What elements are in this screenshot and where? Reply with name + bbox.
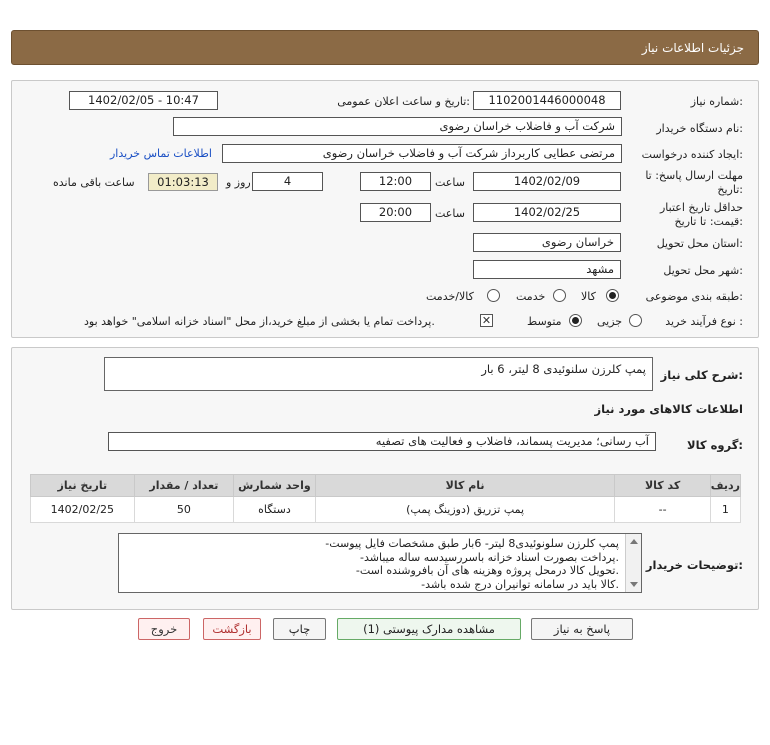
- buyer-notes-box: [118, 533, 642, 593]
- goods-table: [30, 474, 741, 523]
- category-goods-label: کالا: [581, 290, 596, 303]
- page-header: [11, 30, 759, 65]
- page-title: جزئیات اطلاعات نیاز: [641, 41, 744, 55]
- validity-time-field: 20:00: [360, 203, 431, 222]
- buyer-contact-link[interactable]: اطلاعات تماس خریدار: [110, 147, 212, 160]
- cell-qty: 50: [134, 497, 233, 523]
- col-qty: تعداد / مقدار: [134, 475, 233, 497]
- need-number-label: شماره نیاز:: [690, 95, 743, 108]
- process-medium-label: متوسط: [527, 315, 562, 328]
- cell-name: پمپ تزریق (دوزینگ پمپ): [315, 497, 615, 523]
- province-field: خراسان رضوی: [473, 233, 621, 252]
- process-medium-radio[interactable]: [569, 314, 582, 327]
- creator-label: ایجاد کننده درخواست:: [641, 148, 743, 161]
- deadline-time-label: ساعت: [435, 176, 465, 189]
- goods-group-label: گروه کالا:: [687, 438, 743, 452]
- validity-label: حداقل تاریخ اعتبار: [659, 201, 743, 214]
- deadline-label-date: تاریخ:: [717, 183, 743, 196]
- deadline-date-field: 1402/02/09: [473, 172, 621, 191]
- category-label: طبقه بندی موضوعی:: [645, 290, 743, 303]
- process-minor-radio[interactable]: [629, 314, 642, 327]
- city-field: مشهد: [473, 260, 621, 279]
- need-summary-text: پمپ کلرزن سلنوئیدی 8 لیتر، 6 بار: [481, 362, 646, 376]
- goods-group-field: آب رسانی؛ مدیریت پسماند، فاضلاب و فعالیت های تصفیه: [108, 432, 656, 451]
- goods-info-title: اطلاعات کالاهای مورد نیاز: [594, 402, 743, 416]
- print-button[interactable]: چاپ: [273, 618, 326, 640]
- treasury-payment-checkbox[interactable]: ✕: [481, 314, 492, 327]
- city-label: شهر محل تحویل:: [663, 264, 743, 277]
- col-row: ردیف: [710, 475, 740, 497]
- buyer-notes-line: -پمپ کلرزن سلونوئیدی8 لیتر- 6بار طبق مشخصات فایل پیوست: [325, 537, 619, 550]
- scroll-up-icon[interactable]: [630, 539, 638, 544]
- announce-date-field: 1402/02/05 - 10:47: [69, 91, 218, 110]
- remaining-days-field: 4: [252, 172, 323, 191]
- need-summary-label: شرح کلی نیاز:: [660, 368, 743, 382]
- days-label: روز و: [226, 176, 251, 189]
- buyer-notes-label: توضیحات خریدار:: [645, 558, 743, 572]
- buyer-notes-scrollbar[interactable]: [625, 534, 641, 592]
- category-goods-service-radio[interactable]: [487, 289, 500, 302]
- category-service-radio[interactable]: [553, 289, 566, 302]
- cell-code: --: [615, 497, 710, 523]
- need-summary-box: [104, 357, 653, 391]
- col-code: کد کالا: [615, 475, 710, 497]
- cell-date: 1402/02/25: [31, 497, 135, 523]
- validity-date-field: 1402/02/25: [473, 203, 621, 222]
- buyer-notes-line: -تحویل کالا درمحل پروژه وهزینه های آن بافروشنده است.: [355, 564, 619, 577]
- buyer-org-field: شرکت آب و فاضلاب خراسان رضوی: [173, 117, 622, 136]
- remaining-time-timer: 01:03:13: [148, 173, 218, 191]
- category-goods-service-label: کالا/خدمت: [426, 290, 474, 303]
- back-button[interactable]: بازگشت: [203, 618, 261, 640]
- table-row: [31, 497, 741, 523]
- announce-date-label: تاریخ و ساعت اعلان عمومی:: [337, 95, 470, 108]
- province-label: استان محل تحویل:: [656, 237, 743, 250]
- creator-field: مرتضی عطایی کاربرداز شرکت آب و فاضلاب خراسان رضوی: [222, 144, 622, 163]
- buyer-notes-line: -پرداخت بصورت اسناد خزانه باسررسیدسه ساله میباشد.: [360, 550, 619, 564]
- validity-label-date: قیمت: تا تاریخ:: [674, 215, 743, 228]
- remaining-time-label: ساعت باقی مانده: [53, 176, 135, 189]
- cell-row: 1: [710, 497, 740, 523]
- process-type-label: نوع فرآیند خرید :: [665, 315, 743, 328]
- deadline-label: مهلت ارسال پاسخ: تا: [645, 169, 743, 182]
- goods-table-header: [31, 475, 741, 497]
- validity-time-label: ساعت: [435, 207, 465, 220]
- deadline-time-field: 12:00: [360, 172, 431, 191]
- col-unit: واحد شمارش: [234, 475, 316, 497]
- reply-button[interactable]: پاسخ به نیاز: [531, 618, 633, 640]
- process-minor-label: جزیی: [597, 315, 623, 328]
- category-goods-radio[interactable]: [606, 289, 619, 302]
- scroll-down-icon[interactable]: [630, 582, 638, 587]
- col-name: نام کالا: [315, 475, 615, 497]
- buyer-notes-line: -کالا باید در سامانه توانیران درج شده باشد.: [421, 577, 619, 591]
- cell-unit: دستگاه: [234, 497, 316, 523]
- col-date: تاریخ نیاز: [31, 475, 135, 497]
- need-number-field: 1102001446000048: [473, 91, 621, 110]
- treasury-payment-note: پرداخت تمام یا بخشی از مبلغ خرید،از محل "اسناد خزانه اسلامی" خواهد بود.: [84, 315, 435, 328]
- exit-button[interactable]: خروج: [138, 618, 190, 640]
- view-attachments-button[interactable]: مشاهده مدارک پیوستی (1): [337, 618, 521, 640]
- category-service-label: خدمت: [516, 290, 546, 303]
- buyer-org-label: نام دستگاه خریدار:: [656, 122, 743, 135]
